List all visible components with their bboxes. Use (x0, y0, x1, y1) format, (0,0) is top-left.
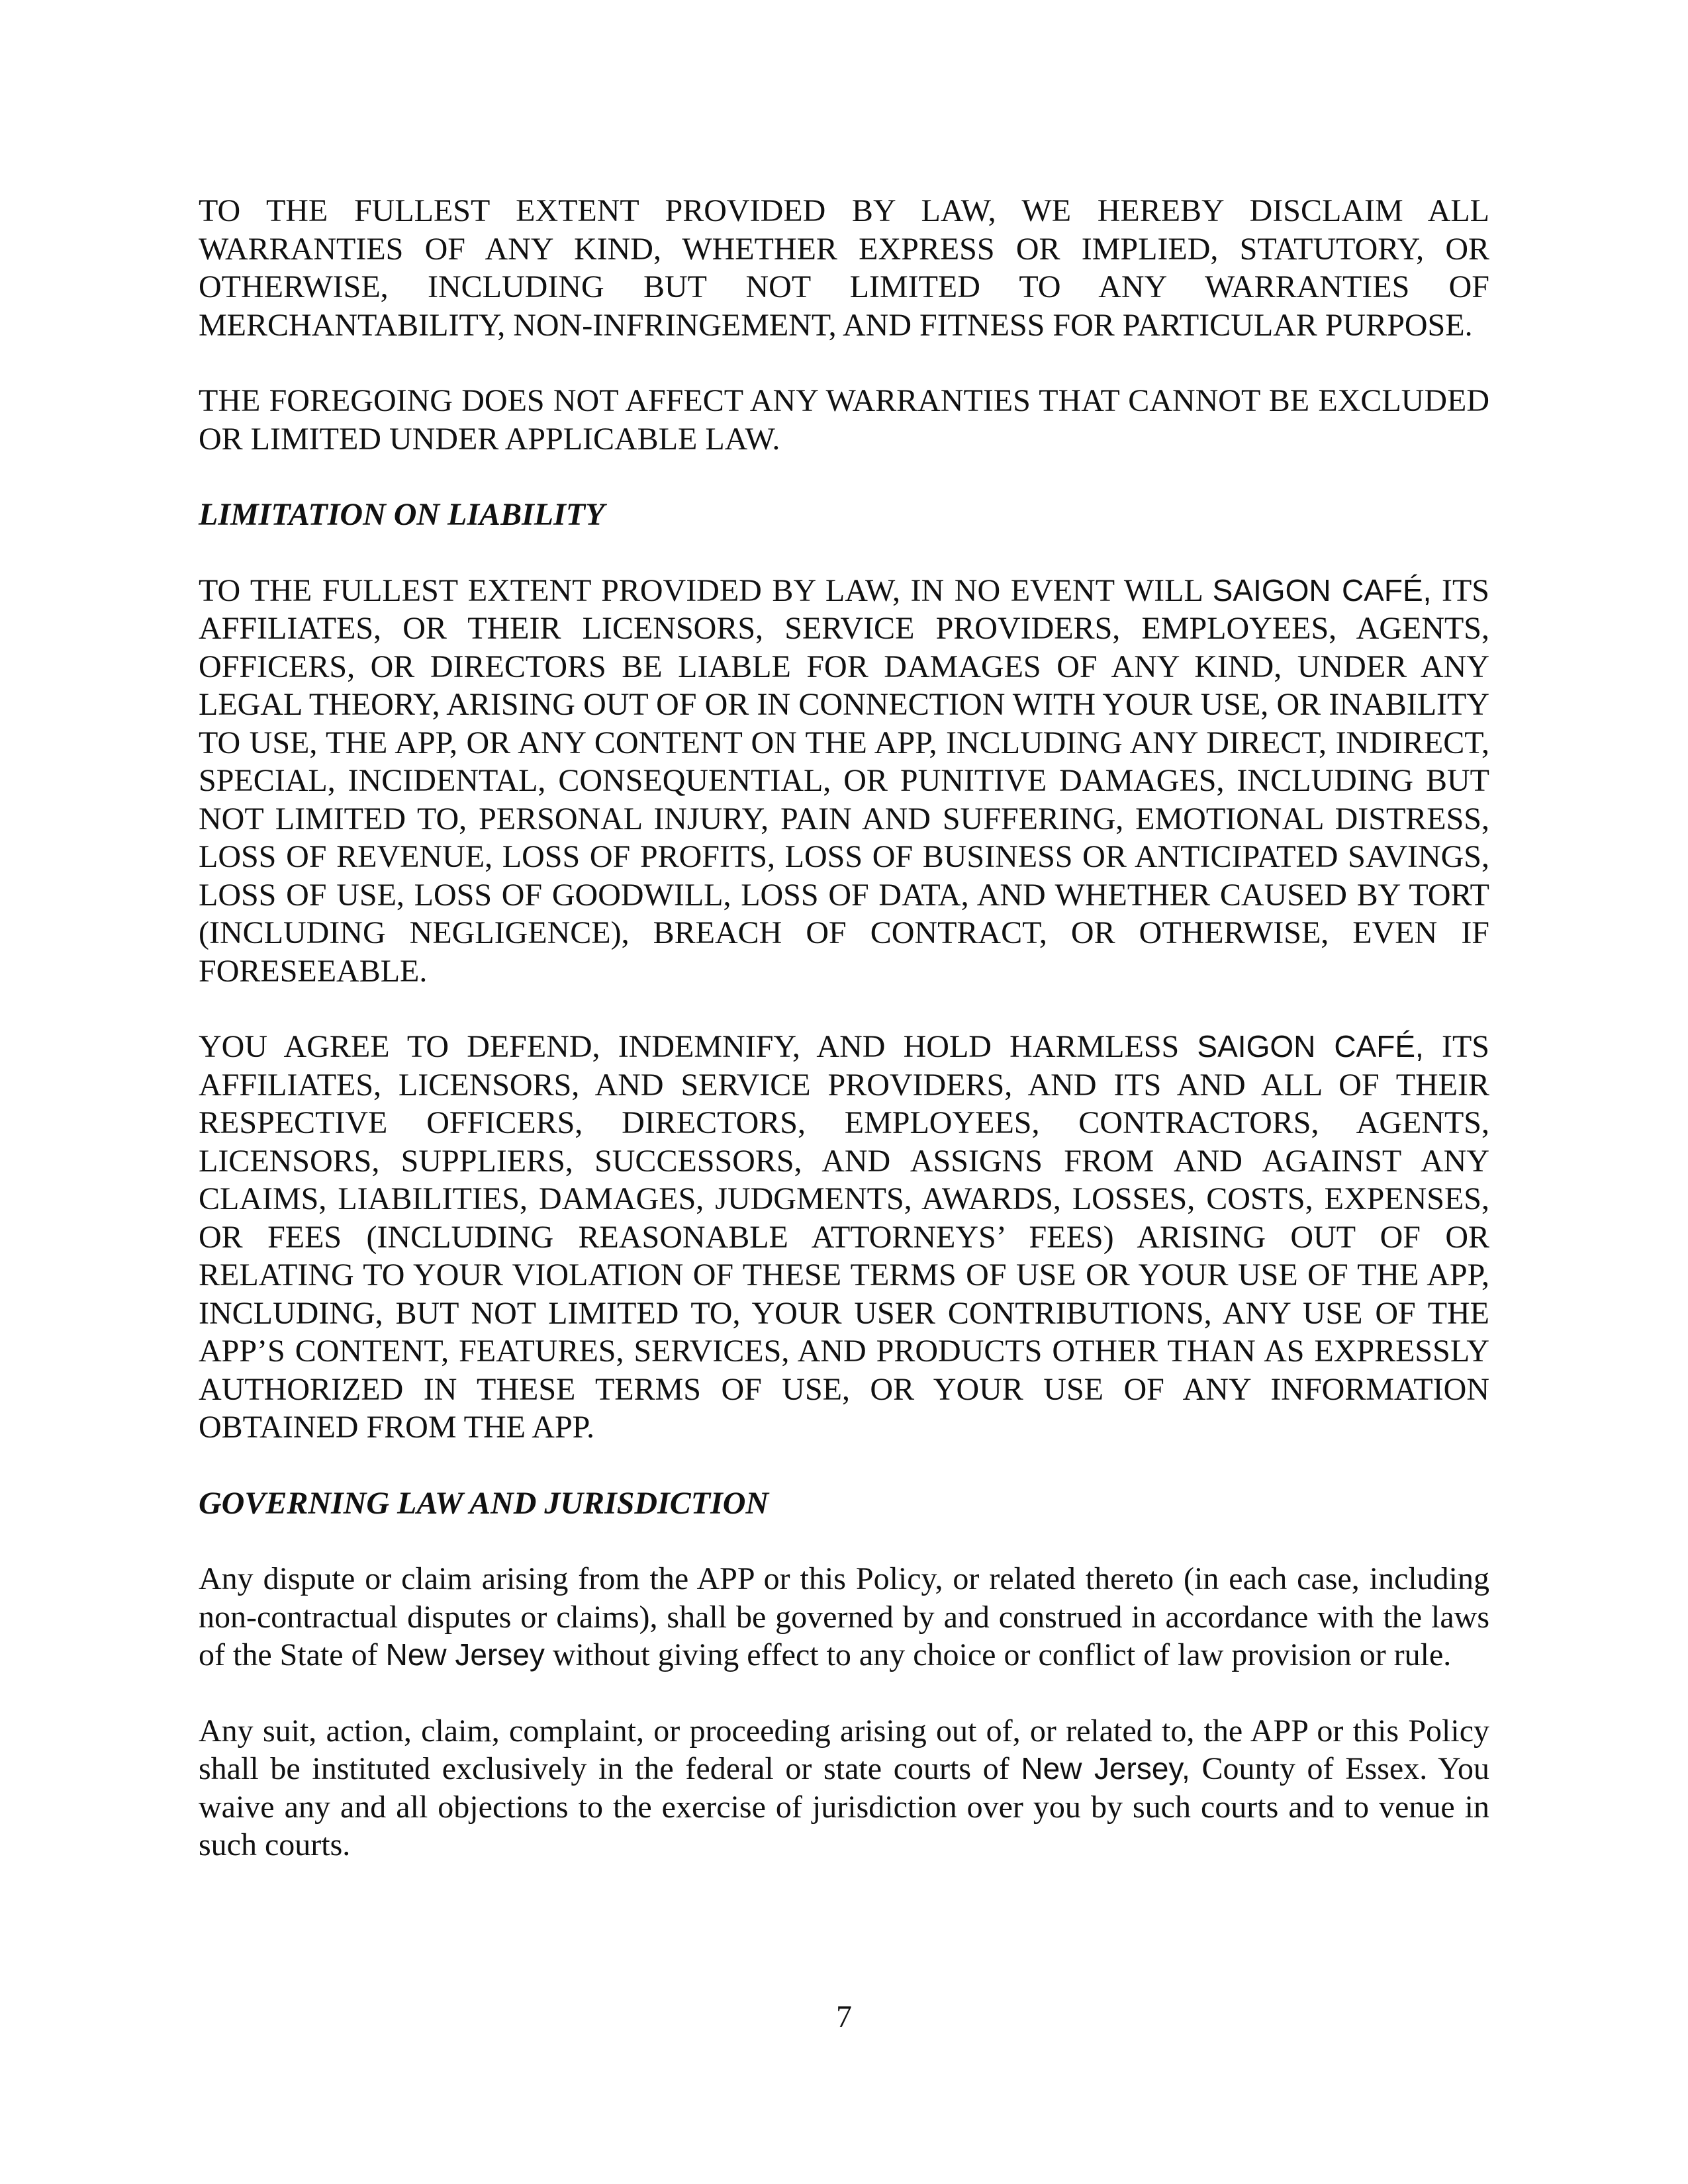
governing-law-text-end: without giving effect to any choice or conflict of law provision or rule. (544, 1637, 1452, 1672)
company-name: SAIGON CAFÉ, (1212, 572, 1432, 608)
state-name: New Jersey, (1021, 1751, 1190, 1786)
document-page (199, 192, 1489, 1902)
jurisdiction-paragraph (199, 1712, 1489, 1864)
foregoing-paragraph: THE FOREGOING DOES NOT AFFECT ANY WARRANTIES THAT CANNOT BE EXCLUDED OR LIMITED UNDER APPLICABLE LAW. (199, 383, 1489, 457)
company-name: SAIGON CAFÉ, (1197, 1029, 1424, 1064)
page-number: 7 (836, 1999, 852, 2034)
indemnify-text-start: YOU AGREE TO DEFEND, INDEMNIFY, AND HOLD HARMLESS (199, 1029, 1197, 1064)
governing-law-paragraph (199, 1560, 1489, 1674)
state-name: New Jersey (385, 1637, 545, 1672)
jurisdiction-text-end: County of Essex. You waive any and all objections to the exercise of jurisdiction over you by such courts and to venue in such courts. (199, 1751, 1489, 1862)
indemnify-text-end: ITS AFFILIATES, LICENSORS, AND SERVICE PROVIDERS, AND ITS AND ALL OF THEIR RESPECTIVE OFFICERS, DIRECTORS, EMPLOYEES, CONTRACTORS, AGENTS, LICENSORS, SUPPLIERS, SUCCESSORS, AND ASSIGNS FROM AND AGAINST ANY CLAIMS, LIABILITIES, DAMAGES, JUDGMENTS, AWARDS, LOSSES, COSTS, EXPENSES, OR FEES (INCLUDING REASONABLE ATTORNEYS’ FEES) ARISING OUT OF OR RELATING TO YOUR VIOLATION OF THESE TERMS OF USE OR YOUR USE OF THE APP, INCLUDING, BUT NOT LIMITED TO, YOUR USER CONTRIBUTIONS, ANY USE OF THE APP’S CONTENT, FEATURES, SERVICES, AND PRODUCTS OTHER THAN AS EXPRESSLY AUTHORIZED IN THESE TERMS OF USE, OR YOUR USE OF ANY INFORMATION OBTAINED FROM THE APP. (199, 1029, 1490, 1445)
disclaimer-paragraph: TO THE FULLEST EXTENT PROVIDED BY LAW, WE HEREBY DISCLAIM ALL WARRANTIES OF ANY KIND, WHETHER EXPRESS OR IMPLIED, STATUTORY, OR OTHERWISE, INCLUDING BUT NOT LIMITED TO ANY WARRANTIES OF MERCHANTABILITY, NON-INFRINGEMENT, AND FITNESS FOR PARTICULAR PURPOSE. (199, 193, 1489, 343)
jurisdiction-text-start: Any suit, action, claim, complaint, or proceeding arising out of, or related to, the APP or this Policy shall be instituted exclusively in the federal or state courts of (199, 1713, 1489, 1786)
indemnify-paragraph (199, 1028, 1489, 1447)
governing-law-text-start: Any dispute or claim arising from the APP or this Policy, or related thereto (in each case, including non-contractual disputes or claims), shall be governed by and construed in accordance with the laws of the State of (199, 1561, 1489, 1672)
governing-law-heading: GOVERNING LAW AND JURISDICTION (199, 1485, 769, 1521)
limitation-heading: LIMITATION ON LIABILITY (199, 497, 605, 532)
limitation-text-end: ITS AFFILIATES, OR THEIR LICENSORS, SERVICE PROVIDERS, EMPLOYEES, AGENTS, OFFICERS, OR DIRECTORS BE LIABLE FOR DAMAGES OF ANY KIND, UNDER ANY LEGAL THEORY, ARISING OUT OF OR IN CONNECTION WITH YOUR USE, OR INABILITY TO USE, THE APP, OR ANY CONTENT ON THE APP, INCLUDING ANY DIRECT, INDIRECT, SPECIAL, INCIDENTAL, CONSEQUENTIAL, OR PUNITIVE DAMAGES, INCLUDING BUT NOT LIMITED TO, PERSONAL INJURY, PAIN AND SUFFERING, EMOTIONAL DISTRESS, LOSS OF REVENUE, LOSS OF PROFITS, LOSS OF BUSINESS OR ANTICIPATED SAVINGS, LOSS OF USE, LOSS OF GOODWILL, LOSS OF DATA, AND WHETHER CAUSED BY TORT (INCLUDING NEGLIGENCE), BREACH OF CONTRACT, OR OTHERWISE, EVEN IF FORESEEABLE. (199, 572, 1490, 989)
limitation-text-start: TO THE FULLEST EXTENT PROVIDED BY LAW, IN NO EVENT WILL (199, 572, 1213, 608)
limitation-paragraph (199, 572, 1489, 991)
